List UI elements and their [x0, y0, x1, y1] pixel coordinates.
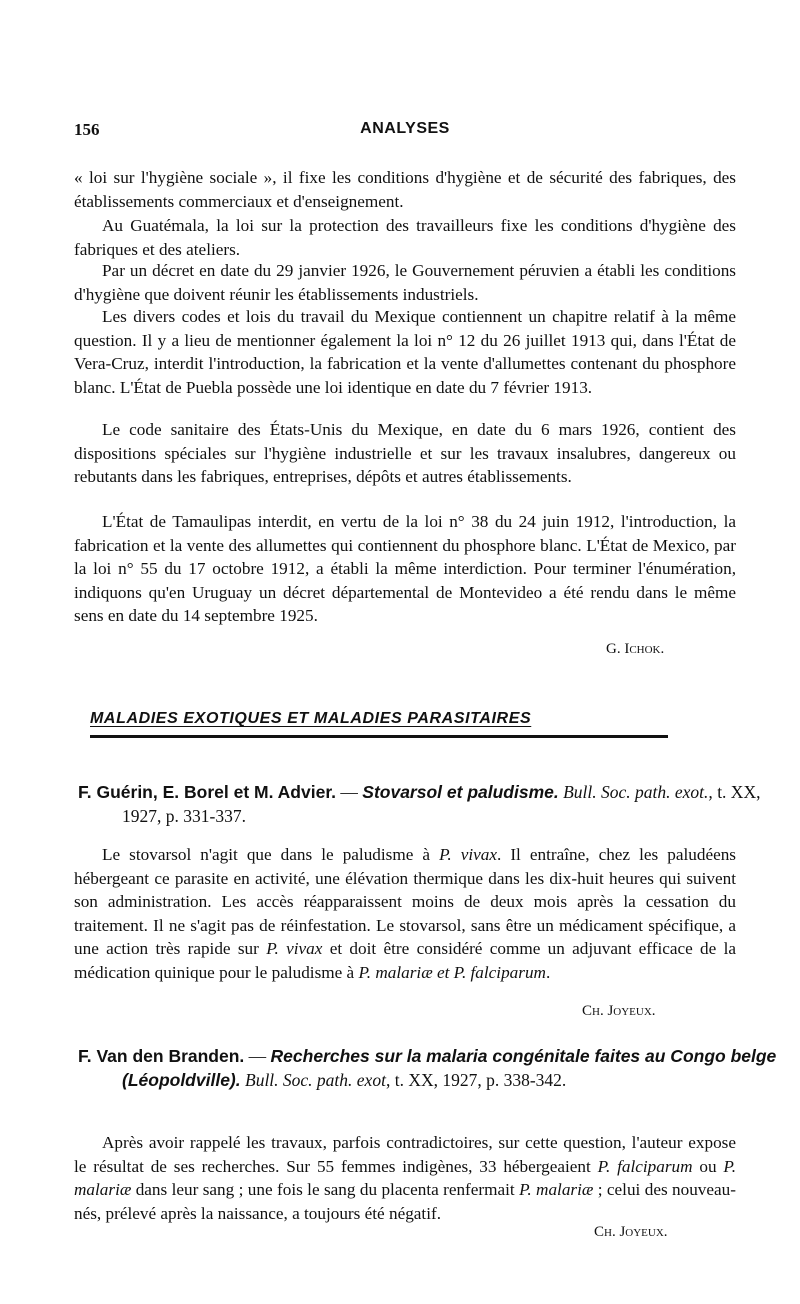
- paragraph-peru: Par un décret en date du 29 janvier 1926, le Gouvernement péruvien a établi les conditions d'hygiène que doivent réunir les établissements industriels.: [74, 261, 736, 304]
- reference-malaria: [78, 1044, 782, 1092]
- text-run: .: [545, 962, 551, 982]
- text-run: Après avoir rappelé les travaux, parfois contradictoires, sur cette question, l'auteur expose le résultat de ses recherches. Sur 55 femmes indigènes, 33 hébergeaient: [74, 1133, 736, 1176]
- reference-journal: Bull. Soc. path. exot.,: [563, 782, 713, 802]
- signature-joyeux-2: Ch. Joyeux.: [594, 1224, 668, 1240]
- paragraph-hygiene-law: « loi sur l'hygiène sociale », il fixe les conditions d'hygiène et de sécurité des fabriques, des établissements commerciaux et d'enseignement.: [74, 168, 736, 211]
- text-run: Le stovarsol n'agit que dans le paludisme à: [102, 845, 440, 864]
- species-name: P. malariæ: [519, 1180, 594, 1199]
- reference-authors: F. Van den Branden.: [78, 1046, 245, 1066]
- reference-volume: t. XX, 1927, p. 331-337.: [122, 782, 761, 826]
- reference-dash: —: [244, 1046, 271, 1066]
- paragraph-mexico: Les divers codes et lois du travail du Mexique contiennent un chapitre relatif à la même question. Il y a lieu de mentionner également la loi n° 12 du 26 juillet 1913 qui, dans l'État de Vera-Cruz, interdit l'introduction, la fabrication et la vente d'allumettes contenant du phosphore blanc. L'État de Puebla possède une loi identique en date du 7 février 1913.: [74, 307, 736, 397]
- section-title: MALADIES EXOTIQUES ET MALADIES PARASITAIRES: [90, 710, 532, 727]
- page-number: 156: [74, 120, 100, 139]
- reference-title: Stovarsol et paludisme.: [362, 782, 559, 802]
- paragraph-guatemala: Au Guatémala, la loi sur la protection des travailleurs fixe les conditions d'hygiène des fabriques et des ateliers.: [74, 216, 736, 259]
- reference-stovarsol: [78, 780, 782, 828]
- text-run: ou: [692, 1156, 724, 1176]
- page-header: [74, 120, 736, 146]
- signature-joyeux-1: Ch. Joyeux.: [582, 1003, 656, 1019]
- signature-ichok: G. Ichok.: [606, 641, 665, 657]
- text-run: et doit être considéré comme un adjuvant efficace de la médication quinique pour le paludisme à: [74, 939, 737, 982]
- species-name: P. vivax: [266, 939, 323, 958]
- text-run: . Il entraîne, chez les paludéens hébergeant ce parasite en activité, une élévation thermique dans les dix-huit heures qui suivent son administration. Les accès réapparaissent moins de deux mois après la cessation du traitement. Il ne s'agit pas de réinfestation. Le stovarsol, sans être un médicament spécifique, a une action très rapide sur: [74, 845, 736, 958]
- paragraph-sanitary-code: Le code sanitaire des États-Unis du Mexique, en date du 6 mars 1926, contient des dispositions spéciales sur l'hygiène industrielle et sur les travaux insalubres, dangereux ou rebutants dans les fabriques, entreprises, dépôts et autres établissements.: [74, 420, 736, 486]
- reference-journal: Bull. Soc. path. exot: [245, 1070, 386, 1090]
- species-name: P. falciparum: [597, 1156, 693, 1176]
- section-rule: [90, 735, 668, 738]
- reference-volume: , t. XX, 1927, p. 338-342.: [385, 1070, 567, 1090]
- reference-title: Recherches sur la malaria congénitale faites au Congo belge (Léopoldville).: [122, 1046, 777, 1090]
- paragraph-tamaulipas: L'État de Tamaulipas interdit, en vertu de la loi n° 38 du 24 juin 1912, l'introduction, la fabrication et la vente des allumettes qui contiennent du phosphore blanc. L'État de Mexico, par la loi n° 55 du 17 octobre 1912, a établi la même interdiction. Pour terminer l'énumération, indiquons qu'en Uruguay un décret départemental de Montevideo a été rendu dans le même sens en date du 14 septembre 1925.: [74, 512, 736, 625]
- running-title: ANALYSES: [360, 120, 450, 137]
- species-name: P. malariæ et P. falciparum: [358, 962, 546, 982]
- reference-dash: —: [336, 782, 363, 802]
- text-run: dans leur sang ; une fois le sang du placenta renfermait: [131, 1180, 520, 1199]
- species-name: P. malariæ: [74, 1156, 736, 1199]
- review-malaria-body: [74, 1131, 736, 1225]
- text-run: ; celui des nouveau-nés, prélevé après la naissance, a toujours été négatif.: [74, 1180, 736, 1223]
- species-name: P. vivax: [439, 845, 497, 864]
- review-stovarsol-body: [74, 843, 736, 984]
- reference-authors: F. Guérin, E. Borel et M. Advier.: [78, 782, 337, 802]
